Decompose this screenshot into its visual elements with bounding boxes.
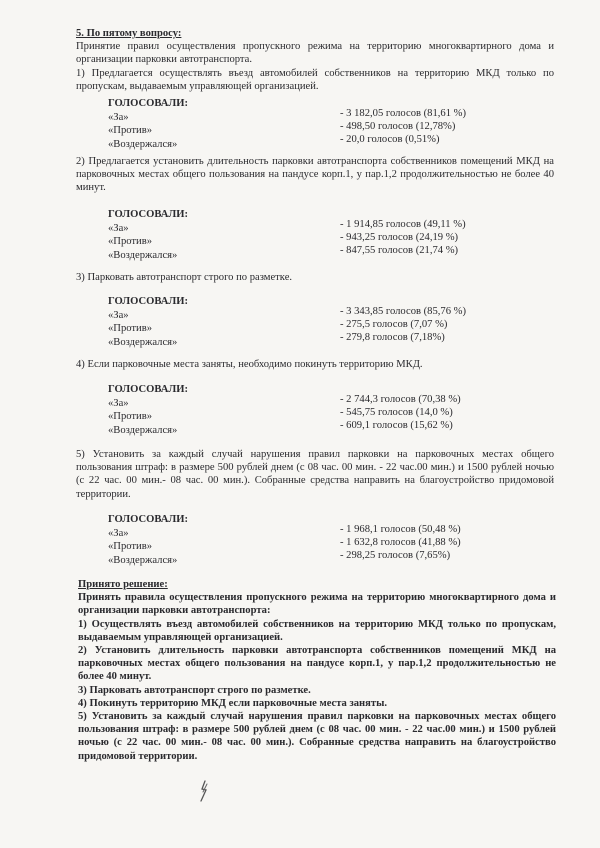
handwritten-mark-icon <box>196 780 214 802</box>
vote-label-for: «За» <box>108 310 129 322</box>
voted-heading: ГОЛОСОВАЛИ: <box>108 514 189 525</box>
item-1-text: 1) Предлагается осуществлять въезд автомобилей собственников на территорию МКД только по пропускам, выдаваемым управляющей организацией. <box>76 67 554 92</box>
section-heading: 5. По пятому вопросу: <box>76 28 182 39</box>
vote-value-against: - 1 632,8 голосов (41,88 %) <box>340 537 461 549</box>
item-5-vote-values <box>340 523 540 563</box>
section-intro: Принятие правил осуществления пропускного режима на территорию многоквартирного дома и организации парковки автотранспорта. <box>76 41 554 66</box>
item-1-vote-values <box>340 107 540 147</box>
item-4-vote-values <box>340 393 540 433</box>
voted-heading: ГОЛОСОВАЛИ: <box>108 296 189 307</box>
item-3-text: 3) Парковать автотранспорт строго по разметке. <box>76 272 293 283</box>
vote-label-against: «Против» <box>108 323 152 335</box>
vote-label-for: «За» <box>108 398 129 410</box>
vote-label-abstain: «Воздержался» <box>108 249 178 261</box>
vote-label-abstain: «Воздержался» <box>108 138 178 150</box>
vote-label-against: «Против» <box>108 236 152 248</box>
voted-heading: ГОЛОСОВАЛИ: <box>108 384 189 395</box>
vote-label-for: «За» <box>108 112 129 124</box>
vote-value-abstain: - 298,25 голосов (7,65%) <box>340 550 451 562</box>
vote-value-against: - 943,25 голосов (24,19 %) <box>340 232 459 244</box>
decision-intro: Принять правила осуществления пропускного режима на территорию многоквартирного дома и организации парковки автотранспорта: <box>78 592 556 617</box>
decision-title: Принято решение: <box>78 579 168 590</box>
item-2-vote-labels <box>108 208 258 262</box>
item-3-vote-labels <box>108 295 258 349</box>
decision-item-3: 3) Парковать автотранспорт строго по разметке. <box>78 684 311 696</box>
item-2-text: 2) Предлагается установить длительность парковки автотранспорта собственников помещений МКД на парковочных местах общего пользования на пандусе корп.1, у пар.1,2 продолжительностью не более 40 минут. <box>76 156 554 194</box>
decision-item-5: 5) Установить за каждый случай нарушения правил парковки на парковочных местах общего пользования штраф: в размере 500 рублей днем (с 08 час. 00 мин. - 22 час.00 мин.) и 1500 рублей ночью (с 22 час. 00 мин.- 08 час. 00 мин.). Собранные средства направить на благоустройство придомовой территории. <box>78 711 556 762</box>
item-5-vote-labels <box>108 513 258 567</box>
vote-value-against: - 545,75 голосов (14,0 %) <box>340 407 453 419</box>
vote-value-abstain: - 279,8 голосов (7,18%) <box>340 332 445 344</box>
vote-label-for: «За» <box>108 223 129 235</box>
voted-heading: ГОЛОСОВАЛИ: <box>108 98 189 109</box>
section-header <box>76 27 554 93</box>
item-4-text: 4) Если парковочные места заняты, необходимо покинуть территорию МКД. <box>76 359 423 370</box>
vote-label-against: «Против» <box>108 541 152 553</box>
decision-block <box>78 578 556 763</box>
item-3-vote-values <box>340 305 540 345</box>
decision-item-4: 4) Покинуть территорию МКД если парковочные места заняты. <box>78 697 388 709</box>
decision-item-1: 1) Осуществлять въезд автомобилей собственников на территорию МКД только по пропускам, выдаваемым управляющей организацией. <box>78 618 556 643</box>
vote-value-for: - 1 914,85 голосов (49,11 %) <box>340 219 466 230</box>
vote-label-against: «Против» <box>108 125 152 137</box>
vote-value-abstain: - 609,1 голосов (15,62 %) <box>340 420 453 432</box>
vote-value-abstain: - 20,0 голосов (0,51%) <box>340 134 440 146</box>
vote-label-abstain: «Воздержался» <box>108 554 178 566</box>
vote-label-against: «Против» <box>108 411 152 423</box>
vote-label-abstain: «Воздержался» <box>108 336 178 348</box>
decision-item-2: 2) Установить длительность парковки автотранспорта собственников помещений МКД на парковочных местах общего пользования на пандусе корп.1, у пар.1,2 продолжительностью не более 40 минут. <box>78 645 556 683</box>
vote-value-for: - 3 182,05 голосов (81,61 %) <box>340 108 467 119</box>
vote-value-for: - 3 343,85 голосов (85,76 %) <box>340 306 467 317</box>
vote-value-against: - 498,50 голосов (12,78%) <box>340 121 456 133</box>
vote-label-abstain: «Воздержался» <box>108 424 178 436</box>
item-4-vote-labels <box>108 383 258 437</box>
item-5-text: 5) Установить за каждый случай нарушения правил парковки на парковочных местах общего пользования штраф: в размере 500 рублей днем (с 08 час. 00 мин. - 22 час.00 мин.) и 1500 рублей ночью (с 22 час. 00 мин.- 08 час. 00 мин.). Собранные средства направить на благоустройство придомовой территории. <box>76 449 554 500</box>
voted-heading: ГОЛОСОВАЛИ: <box>108 209 189 220</box>
item-2-vote-values <box>340 218 540 258</box>
vote-value-for: - 2 744,3 голосов (70,38 %) <box>340 394 461 405</box>
item-1-vote-labels <box>108 97 258 151</box>
vote-value-abstain: - 847,55 голосов (21,74 %) <box>340 245 459 257</box>
vote-label-for: «За» <box>108 528 129 540</box>
vote-value-against: - 275,5 голосов (7,07 %) <box>340 319 448 331</box>
vote-value-for: - 1 968,1 голосов (50,48 %) <box>340 524 461 535</box>
